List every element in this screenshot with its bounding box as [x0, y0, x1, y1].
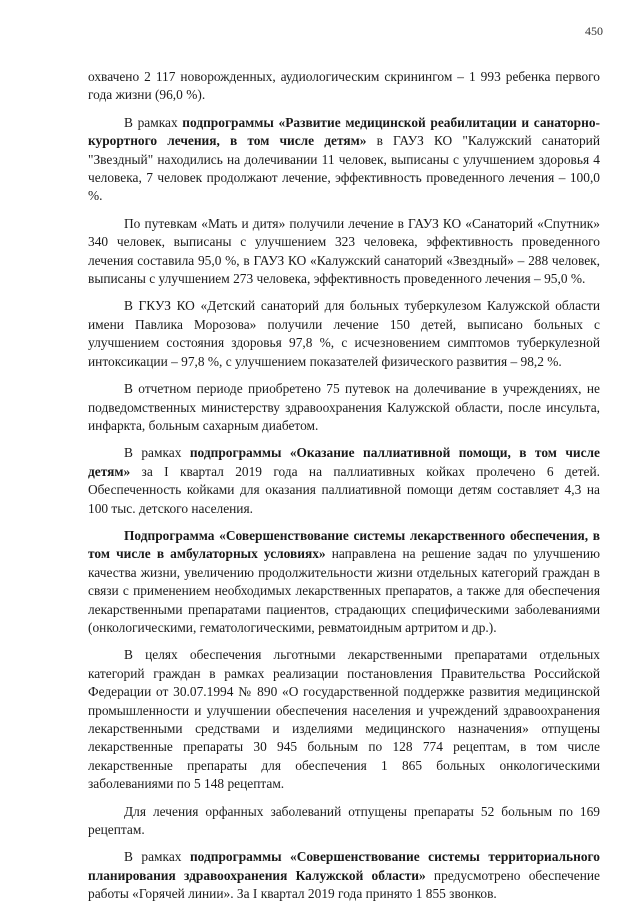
paragraph: [88, 114, 600, 206]
paragraph-text: В рамках: [124, 114, 183, 130]
paragraph-text: за I квартал 2019 года на паллиативных койках пролечено 6 детей. Обеспеченность койками для оказания паллиативной помощи детям составляет 4,3 на 100 тыс. детского населения.: [88, 463, 600, 516]
paragraph-text: Для лечения орфанных заболеваний отпущены препараты 52 больным по 169 рецептам.: [88, 803, 600, 838]
paragraph: [88, 380, 600, 435]
paragraph: [88, 646, 600, 793]
subprogram-title: Подпрограмма «Совершенствование системы лекарственного обеспечения, в том числе в амбулаторных условиях»: [88, 527, 600, 562]
page-number: 450: [585, 24, 603, 38]
paragraph-text: В рамках: [124, 445, 190, 461]
subprogram-title: подпрограммы «Оказание паллиативной помощи, в том числе детям»: [88, 445, 600, 479]
paragraph-text: В рамках: [124, 849, 190, 865]
document-body: [88, 68, 600, 913]
paragraph-text: В целях обеспечения льготными лекарственными препаратами отдельных категорий граждан в рамках реализации постановления Правительства Российской Федерации от 30.07.1994 № 890 «О государственной поддержке развития медицинской промышленности и улучшении обеспечения населения и учреждений здравоохранения лекарственными средствами и изделиями медицинского назначения» отпущены лекарственные препараты 30 945 больным по 128 774 рецептам, в том числе лекарственные препараты для обеспечения 1 865 больных онкологическими заболеваниями по 5 148 рецептам.: [88, 647, 600, 792]
paragraph: [88, 297, 600, 371]
subprogram-title: подпрограммы «Совершенствование системы территориального планирования здравоохранения Калужской области»: [88, 849, 600, 883]
paragraph: [88, 527, 600, 637]
paragraph-text: в ГАУЗ КО "Калужский санаторий "Звездный" находились на долечивании 11 человек, выписаны с улучшением здоровья 4 человека, 7 человек продолжают лечение, эффективность проведенного лечения – 100,0 %.: [88, 133, 600, 204]
paragraph-text: По путевкам «Мать и дитя» получили лечение в ГАУЗ КО «Санаторий «Спутник» 340 человек, выписаны с улучшением 323 человека, эффективность проведенного лечения составила 95,0 %, в ГАУЗ КО «Калужский санаторий «Звездный» – 288 человек, выписаны с улучшением 273 человека, эффективность проведенного лечения – 95,0 %.: [88, 215, 600, 287]
paragraph: [88, 444, 600, 518]
paragraph-text: направлена на решение задач по улучшению качества жизни, увеличению продолжительности жизни отдельных категорий граждан в связи с применением необходимых лекарственных препаратов, а также для обеспечения лекарственными препаратами пациентов, страдающих специфическими заболеваниями (онкологическими, гематологическими, ревматоидным артритом и др.).: [88, 546, 600, 635]
paragraph: [88, 848, 600, 903]
subprogram-title: подпрограммы «Развитие медицинской реабилитации и санаторно-курортного лечения, в том числе детям»: [88, 114, 600, 149]
paragraph: [88, 68, 600, 105]
paragraph: [88, 215, 600, 289]
paragraph-text: В ГКУЗ КО «Детский санаторий для больных туберкулезом Калужской области имени Павлика Морозова» получили лечение 150 детей, выписано больных с улучшением состояния здоровья 97,8 %, с исчезновением симптомов туберкулезной интоксикации – 97,8 %, с улучшением показателей физического развития – 98,2 %.: [88, 298, 600, 369]
paragraph-text: В отчетном периоде приобретено 75 путевок на долечивание в учреждениях, не подведомственных министерству здравоохранения Калужской области, после инсульта, инфаркта, больным сахарным диабетом.: [88, 381, 600, 433]
paragraph-text: предусмотрено обеспечение работы «Горячей линии». За I квартал 2019 года принято 1 855 звонков.: [88, 867, 600, 902]
paragraph: [88, 803, 600, 840]
paragraph-text: охвачено 2 117 новорожденных, аудиологическим скринингом – 1 993 ребенка первого года жизни (96,0 %).: [88, 69, 600, 103]
